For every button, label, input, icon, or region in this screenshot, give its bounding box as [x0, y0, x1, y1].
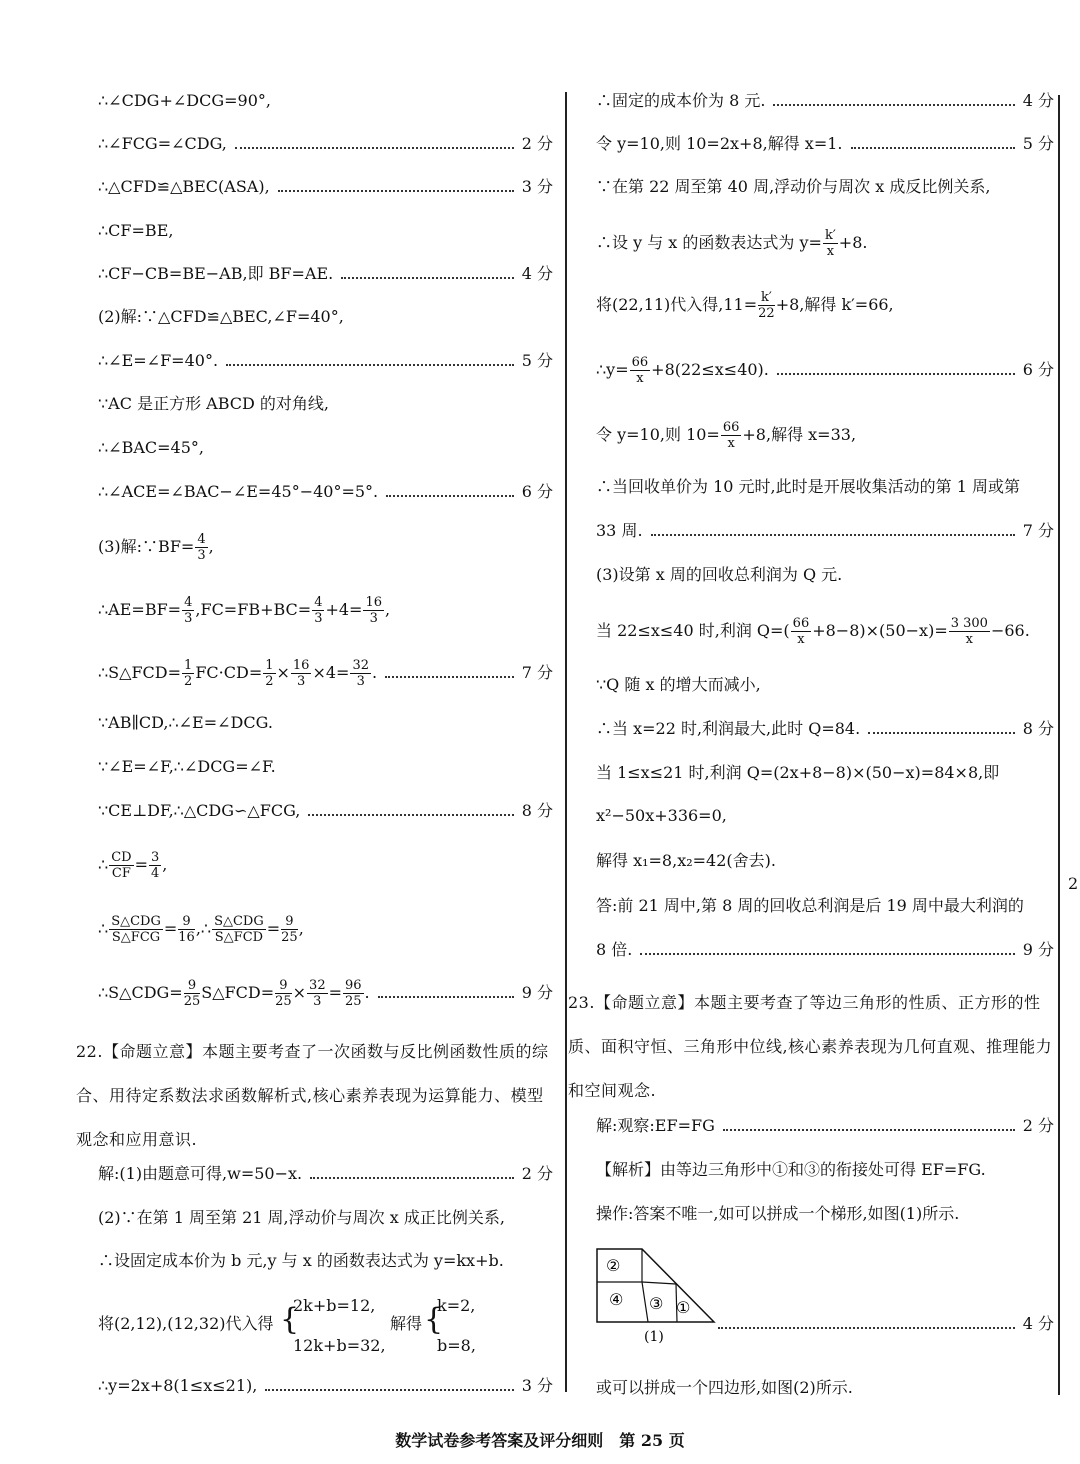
line-l17: ∴ $\frac{CD}{CF}$ = $\frac{3}{4}$ , — [98, 850, 168, 881]
trapezoid-figure — [596, 1245, 721, 1349]
line-r23: 或可以拼成一个四边形,如图(2)所示. — [596, 1378, 853, 1397]
line-r6: ∴y= $\frac{66}{x}$ +8(22≤x≤40). 6 分 — [596, 355, 1054, 386]
line-r12: ∵Q 随 x 的增大而减小, — [596, 675, 761, 694]
column-divider — [565, 92, 567, 1392]
line-r16: 解得 x₁=8,x₂=42(舍去). — [596, 851, 776, 870]
line-r17: 答:前 21 周中,第 8 周的回收总利润是后 19 周中最大利润的 — [596, 896, 1024, 915]
line-r21: 操作:答案不唯一,如可以拼成一个梯形,如图(1)所示. — [596, 1204, 960, 1223]
line-r15: x²−50x+336=0, — [596, 806, 727, 825]
line-l11: (3)解:∵BF= $\frac{4}{3}$ , — [98, 532, 214, 563]
line-l23-system: 将(2,12),(12,32)代入得 { 2k+b=12, 12k+b=32, 解得 { k=2, b=8, — [98, 1296, 476, 1355]
line-r7: 令 y=10,则 10= $\frac{66}{x}$ +8,解得 x=33, — [596, 420, 857, 451]
line-l20: 解:(1)由题意可得,w=50−x. 2 分 — [98, 1164, 553, 1183]
line-r8: ∴当回收单价为 10 元时,此时是开展收集活动的第 1 周或第 — [596, 477, 1020, 496]
piece-2-label: ② — [606, 1256, 621, 1275]
edge-page-mark: 2 — [1068, 874, 1079, 893]
line-l18: ∴ $\frac{\text{S△CDG}}{\text{S△FCG}}$ = $\frac{9}{16}$ ,∴ $\frac{\text{S△CDG}}{\text{S△FCD}}$ = $\frac{9}{25}$ , — [98, 914, 304, 945]
line-r1: ∴固定的成本价为 8 元. 4 分 — [596, 91, 1054, 110]
line-l21: (2)∵在第 1 周至第 21 周,浮动价与周次 x 成正比例关系, — [98, 1208, 505, 1227]
piece-1-label: ① — [676, 1298, 691, 1317]
line-r4: ∴设 y 与 x 的函数表达式为 y= $\frac{k'}{x}$ +8. — [596, 228, 868, 259]
line-l8: ∵AC 是正方形 ABCD 的对角线, — [98, 394, 330, 413]
question-22-intent: 22.【命题立意】本题主要考查了一次函数与反比例函数性质的综合、用待定系数法求函数解析式,核心素养表现为运算能力、模型观念和应用意识. — [76, 1042, 549, 1149]
line-l13: ∴S△FCD= $\frac{1}{2}$ FC·CD= $\frac{1}{2}$ × $\frac{16}{3}$ ×4= $\frac{32}{3}$ . 7 分 — [98, 658, 553, 689]
line-l12: ∴AE=BF= $\frac{4}{3}$ ,FC=FB+BC= $\frac{4}{3}$ +4= $\frac{16}{3}$ , — [98, 595, 391, 626]
line-l14: ∵AB∥CD,∴∠E=∠DCG. — [98, 713, 273, 732]
line-r10: (3)设第 x 周的回收总利润为 Q 元. — [596, 565, 843, 584]
line-r2: 令 y=10,则 10=2x+8,解得 x=1. 5 分 — [596, 134, 1054, 153]
line-l15: ∵∠E=∠F,∴∠DCG=∠F. — [98, 757, 276, 776]
piece-3-label: ③ — [649, 1294, 664, 1313]
line-r13: ∴当 x=22 时,利润最大,此时 Q=84. 8 分 — [596, 719, 1054, 738]
line-l1: ∴∠CDG+∠DCG=90°, — [98, 91, 271, 110]
line-r18: 8 倍. 9 分 — [596, 940, 1054, 959]
line-r9: 33 周. 7 分 — [596, 521, 1054, 540]
page-footer: 数学试卷参考答案及评分细则 第 25 页 — [395, 1431, 685, 1450]
line-r5: 将(22,11)代入得,11= $\frac{k'}{22}$ +8,解得 k′=66, — [596, 290, 894, 321]
line-r3: ∵在第 22 周至第 40 周,浮动价与周次 x 成反比例关系, — [596, 177, 991, 196]
line-r20: 【解析】由等边三角形中①和③的衔接处可得 EF=FG. — [596, 1160, 986, 1179]
line-r14: 当 1≤x≤21 时,利润 Q=(2x+8−8)×(50−x)=84×8,即 — [596, 763, 1000, 782]
line-r22: 4 分 — [718, 1311, 1054, 1337]
line-l24: ∴y=2x+8(1≤x≤21), 3 分 — [98, 1376, 553, 1395]
line-l6: (2)解:∵△CFD≌△BEC,∠F=40°, — [98, 307, 344, 326]
line-l3: ∴△CFD≌△BEC(ASA), 3 分 — [98, 177, 553, 196]
line-l5: ∴CF−CB=BE−AB,即 BF=AE. 4 分 — [98, 264, 553, 283]
line-l7: ∴∠E=∠F=40°. 5 分 — [98, 351, 553, 370]
page-edge-line — [1058, 95, 1060, 1395]
line-r19: 解:观察:EF=FG 2 分 — [596, 1116, 1054, 1135]
line-l4: ∴CF=BE, — [98, 221, 174, 240]
trapezoid-diagram — [596, 1245, 721, 1345]
piece-4-label: ④ — [609, 1290, 624, 1309]
line-l9: ∴∠BAC=45°, — [98, 438, 204, 457]
question-23-intent: 23.【命题立意】本题主要考查了等边三角形的性质、正方形的性质、面积守恒、三角形中位线,核心素养表现为几何直观、推理能力和空间观念. — [568, 993, 1053, 1100]
line-l2: ∴∠FCG=∠CDG, 2 分 — [98, 134, 553, 153]
line-l10: ∴∠ACE=∠BAC−∠E=45°−40°=5°. 6 分 — [98, 482, 553, 501]
figure-caption: (1) — [644, 1329, 664, 1345]
line-l16: ∵CE⊥DF,∴△CDG∽△FCG, 8 分 — [98, 801, 553, 820]
line-r11: 当 22≤x≤40 时,利润 Q=( $\frac{66}{x}$ +8−8)×(50−x)= $\frac{3 300}{x}$ −66. — [596, 616, 1030, 647]
line-l19: ∴S△CDG= $\frac{9}{25}$ S△FCD= $\frac{9}{25}$ × $\frac{32}{3}$ = $\frac{96}{25}$ . 9 分 — [98, 978, 553, 1009]
line-l22: ∴设固定成本价为 b 元,y 与 x 的函数表达式为 y=kx+b. — [98, 1251, 504, 1270]
